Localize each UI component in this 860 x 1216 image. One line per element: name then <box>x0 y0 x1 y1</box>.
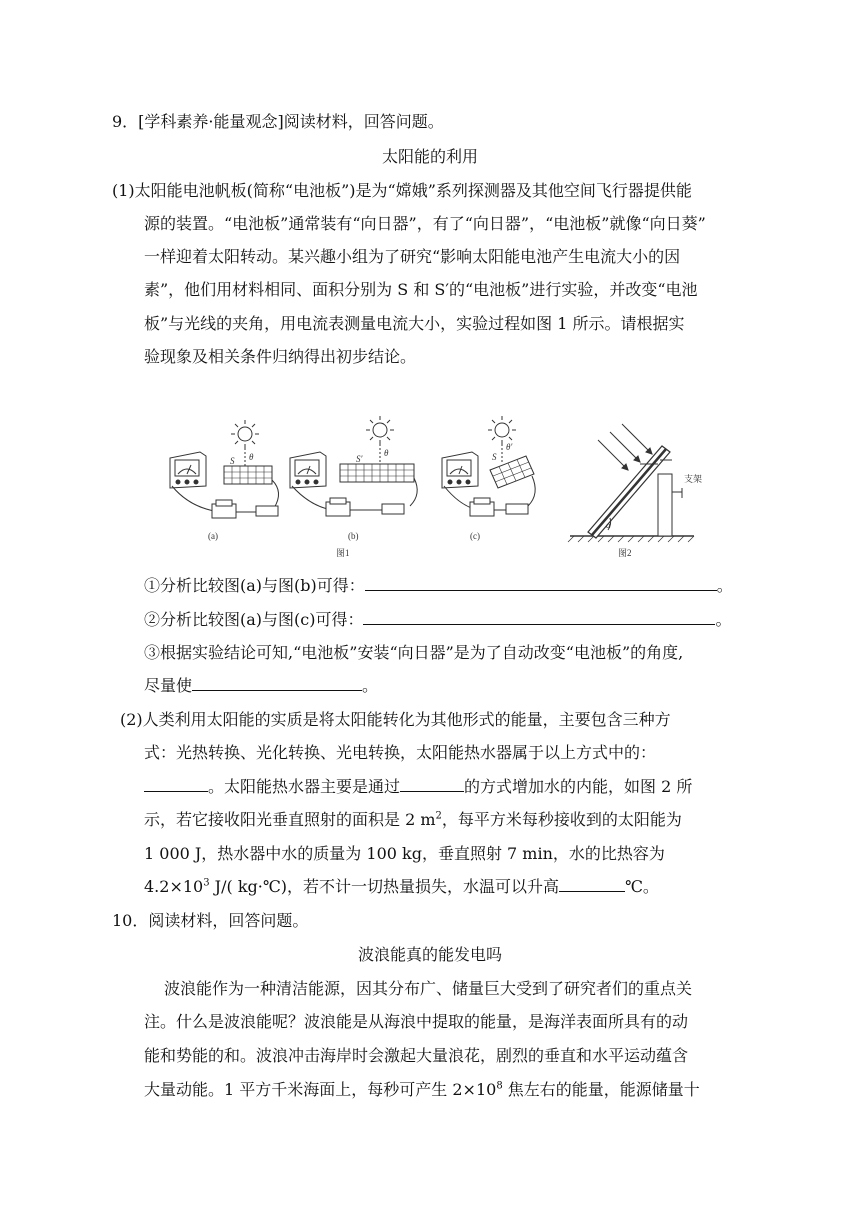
paragraph-line: 验现象及相关条件归纳得出初步结论。 <box>144 347 417 366</box>
setup-b <box>290 416 417 516</box>
superscript: 3 <box>203 877 210 889</box>
experiment-figure <box>160 412 740 568</box>
water-heater-diagram <box>568 424 694 542</box>
sub-question-3-line2 <box>144 676 378 696</box>
q10-line: 能和势能的和。波浪冲击海岸时会激起大量浪花，剧烈的垂直和水平运动蕴含 <box>144 1046 689 1065</box>
label-b: (b) <box>348 531 359 541</box>
part2-text: 示，若它接收阳光垂直照射的面积是 2 m <box>144 810 436 829</box>
sub-question-3-line1: ③根据实验结论可知,“电池板”安装“向日器”是为了自动改变“电池板”的角度, <box>144 643 684 662</box>
part2-text: ℃。 <box>624 877 659 896</box>
period: 。 <box>362 676 379 695</box>
period: 。 <box>715 610 732 629</box>
part2-text: J/( kg·℃)，若不计一切热量损失，水温可以升高 <box>209 877 559 896</box>
paragraph-line: 源的装置。“电池板”通常装有“向日器”，有了“向日器”，“电池板”就像“向日葵” <box>144 214 706 233</box>
answer-blank-6[interactable] <box>559 877 625 892</box>
part2-line1: (2)人类利用太阳能的实质是将太阳能转化为其他形式的能量，主要包含三种方 <box>120 710 671 729</box>
label-alpha: α <box>606 520 611 530</box>
setup-c <box>442 416 535 516</box>
fig2-caption: 图2 <box>618 548 632 558</box>
answer-blank-1[interactable] <box>365 576 717 591</box>
sub-question-3-text: 尽量使 <box>144 676 193 695</box>
label-stand: 支架 <box>684 474 703 484</box>
q10-line <box>144 1080 700 1100</box>
fig1-caption: 图1 <box>336 548 350 558</box>
answer-blank-5[interactable] <box>400 777 464 792</box>
sub-question-2 <box>144 610 732 630</box>
paragraph-line: 一样迎着太阳转动。某兴趣小组为了研究“影响太阳能电池产生电流大小的因 <box>144 247 681 266</box>
label-a: (a) <box>208 531 218 541</box>
superscript: 8 <box>496 1080 503 1092</box>
q10-text: 焦左右的能量，能源储量十 <box>502 1080 700 1099</box>
q10-text: 大量动能。1 平方千米海面上，每秒可产生 2×10 <box>144 1080 497 1099</box>
paragraph-line: (1)太阳能电池帆板(简称“电池板”)是为“嫦娥”系列探测器及其他空间飞行器提供能 <box>112 181 692 200</box>
part2-line5: 1 000 J，热水器中水的质量为 100 kg，垂直照射 7 min，水的比热容为 <box>144 844 665 863</box>
label-c: (c) <box>470 531 480 541</box>
part2-text: ，每平方米每秒接收到的太阳能为 <box>441 810 682 829</box>
part2-line3 <box>144 777 692 797</box>
answer-blank-4[interactable] <box>144 777 208 792</box>
sub-question-1-text: ①分析比较图(a)与图(b)可得： <box>144 576 365 595</box>
paragraph-line: 素”，他们用材料相同、面积分别为 S 和 S′的“电池板”进行实验，并改变“电池 <box>144 280 698 299</box>
sub-question-1 <box>144 576 733 596</box>
part2-text: 4.2×10 <box>144 877 204 896</box>
superscript: 2 <box>435 810 442 822</box>
setup-a <box>170 420 279 518</box>
q10-line: 注。什么是波浪能呢？波浪能是从海浪中提取的能量，是海洋表面所具有的动 <box>144 1012 689 1031</box>
period: 。 <box>716 576 733 595</box>
q10-line: 波浪能作为一种清洁能源，因其分布广、储量巨大受到了研究者们的重点关 <box>164 979 693 998</box>
question-9-header: 9．[学科素养·能量观念]阅读材料，回答问题。 <box>112 112 444 131</box>
answer-blank-3[interactable] <box>192 676 362 691</box>
passage-title-10: 波浪能真的能发电吗 <box>357 945 502 964</box>
part2-line6 <box>144 877 659 897</box>
part2-line4 <box>144 810 682 830</box>
passage-title: 太阳能的利用 <box>381 147 478 166</box>
label-s-c: S <box>492 452 497 462</box>
label-s-prime: S′ <box>356 454 363 464</box>
question-10-header: 10．阅读材料，回答问题。 <box>112 911 309 930</box>
label-theta-prime: θ′ <box>506 442 513 452</box>
part2-text: 的方式增加水的内能，如图 2 所 <box>464 777 693 796</box>
label-s: S <box>230 456 235 466</box>
sub-question-2-text: ②分析比较图(a)与图(c)可得： <box>144 610 364 629</box>
part2-line2: 式：光热转换、光化转换、光电转换，太阳能热水器属于以上方式中的： <box>144 743 657 762</box>
part2-text: 。太阳能热水器主要是通过 <box>208 777 401 796</box>
paragraph-line: 板”与光线的夹角，用电流表测量电流大小，实验过程如图 1 所示。请根据实 <box>144 314 685 333</box>
label-theta-a: θ <box>249 452 254 462</box>
answer-blank-2[interactable] <box>363 610 715 625</box>
label-theta-b: θ <box>384 448 389 458</box>
